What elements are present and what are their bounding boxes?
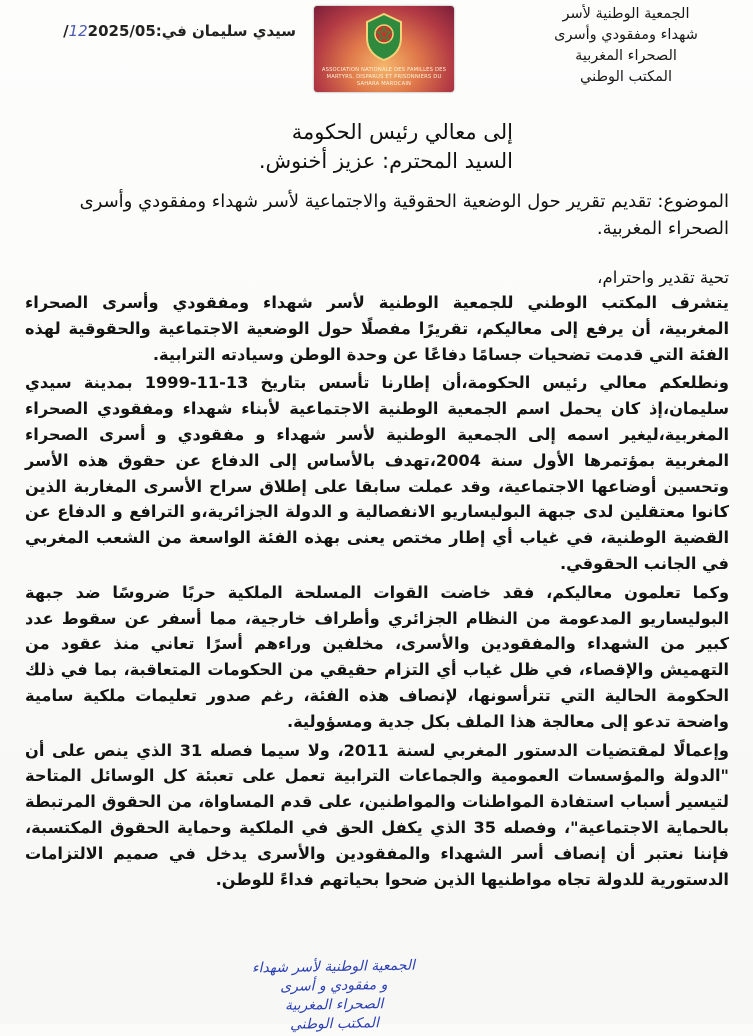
logo-caption: ASSOCIATION NATIONALE DES FAMILLES DES MARTYRS, DISPARUS ET PRISONNIERS DU SAHARA MAROCAIN bbox=[321, 67, 447, 87]
association-logo bbox=[314, 6, 454, 92]
letterhead-organization bbox=[517, 4, 735, 88]
letter-body bbox=[25, 290, 729, 895]
date-day-handwritten: 12 bbox=[68, 22, 88, 40]
org-line: الجمعية الوطنية لأسر bbox=[562, 6, 690, 22]
addressee-name: السيد المحترم: عزيز أخنوش. bbox=[258, 149, 513, 173]
greeting: تحية تقدير واحترام، bbox=[597, 268, 729, 287]
stamp-line: الجمعية الوطنية لأسر شهداء bbox=[251, 957, 416, 977]
date-place: سيدي سليمان في: bbox=[155, 22, 296, 40]
addressee bbox=[113, 118, 513, 176]
date-rest: 2025/05/ bbox=[63, 22, 156, 40]
date-line bbox=[63, 22, 296, 40]
body-paragraph: وكما تعلمون معاليكم، فقد خاضت القوات المسلحة الملكية حربًا ضروسًا ضد جبهة البوليساريو المدعومة من النظام الجزائري وأطراف خارجية، مما أسفر عن سقوط عدد كبير من الشهداء والمفقودين والأسرى، مخلفين وراءهم أسرًا تعاني منذ عقود من التهميش والإقصاء، في ظل غياب أي التزام حقيقي من الحكومات المتعاقبة، بما في ذلك الحكومة الحالية التي تترأسونها، لإنصاف هذه الفئة، رغم صدور تعليمات ملكية سامية واضحة تدعو إلى معالجة هذا الملف بكل جدية ومسؤولية. bbox=[25, 582, 729, 731]
stamp-line: المكتب الوطني bbox=[289, 1015, 380, 1033]
body-paragraph: يتشرف المكتب الوطني للجمعية الوطنية لأسر شهداء ومفقودي وأسرى الصحراء المغربية، أن يرفع إلى معاليكم، تقريرًا مفصلًا حول الوضعية الاجتماعية والحقوقية لهذه الفئة التي قدمت تضحيات جسامًا دفاعًا عن وحدة الوطن وسيادته الترابية. bbox=[25, 293, 729, 364]
body-paragraph: وإعمالًا لمقتضيات الدستور المغربي لسنة 2011، ولا سيما فصله 31 الذي ينص على أن "الدولة والمؤسسات العمومية والجماعات الترابية تعمل على تعبئة كل الوسائل المتاحة لتيسير أسباب استفادة المواطنات والمواطنين، على قدم المساواة، من الحقوق المرتبطة بالحماية الاجتماعية"، وفصله 35 الذي يكفل الحق في الملكية وحماية الحقوق المكتسبة، فإننا نعتبر أن إنصاف أسر الشهداء والمفقودين والأسرى يدخل في صميم الالتزامات الدستورية للدولة تجاه مواطنيها الذين ضحوا بحياتهم فداءً للوطن. bbox=[25, 740, 729, 889]
addressee-title: إلى معالي رئيس الحكومة bbox=[291, 120, 513, 144]
org-line: المكتب الوطني bbox=[580, 69, 672, 85]
subject bbox=[39, 188, 729, 242]
stamp-line: و مفقودي و أسرى bbox=[280, 977, 388, 995]
body-paragraph: ونطلعكم معالي رئيس الحكومة،أن إطارنا تأسس بتاريخ 13-11-1999 بمدينة سيدي سليمان،إذ كان يحمل اسم الجمعية الوطنية الاجتماعية لأبناء شهداء ومفقودي الصحراء المغربية،ليغير اسمه إلى الجمعية الوطنية لأسر شهداء و مفقودي و أسرى الصحراء المغربية بمؤتمرها الأول سنة 2004،تهدف بالأساس إلى الدفاع عن حقوق هذه الأسر وتحسين أوضاعها الاجتماعية، وقد عملت سابقا على إطلاق سراح الأسرى المغاربة الذين كانوا معتقلين لدى جبهة البوليساريو الانفصالية و الدولة الجزائرية،و الترافع و الدفاع عن القضية الوطنية، في غياب أي إطار مختص يعنى بهذه الفئة الواسعة من الشعب المغربي في الجانب الحقوقي. bbox=[25, 373, 729, 573]
emblem-icon bbox=[361, 12, 407, 62]
org-line: الصحراء المغربية bbox=[575, 48, 677, 64]
subject-text: الموضوع: تقديم تقرير حول الوضعية الحقوقية والاجتماعية لأسر شهداء ومفقودي وأسرى الصحراء المغربية. bbox=[79, 191, 729, 239]
stamp-line: الصحراء المغربية bbox=[284, 996, 384, 1014]
org-line: شهداء ومفقودي وأسرى bbox=[554, 27, 698, 43]
